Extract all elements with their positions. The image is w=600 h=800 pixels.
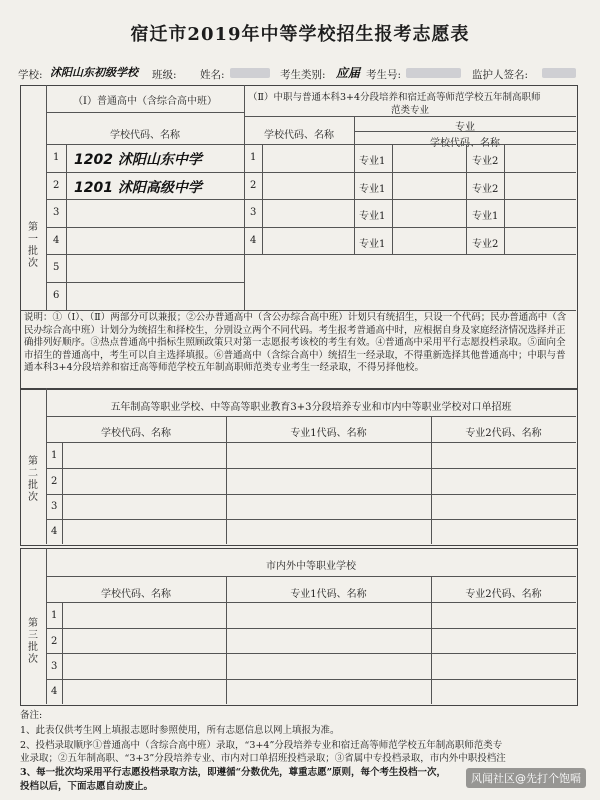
batch3-label: 第三批次 bbox=[28, 618, 38, 665]
batch2-row-no: 4 bbox=[51, 526, 58, 537]
batch2-col-major1: 专业1代码、名称 bbox=[290, 428, 367, 439]
school-value: 沭阳山东初级学校 bbox=[50, 66, 138, 79]
batch3-title: 市内外中等职业学校 bbox=[266, 561, 356, 572]
batch3-row-no: 3 bbox=[51, 661, 58, 672]
exam-number-redacted bbox=[406, 67, 461, 79]
name-value-redacted bbox=[230, 67, 270, 79]
batch3-row-no: 2 bbox=[51, 636, 58, 647]
footnote-1: 1、此表仅供考生网上填报志愿时参照使用，所有志愿信息以网上填报为准。 bbox=[20, 725, 340, 736]
s1-row-no: 3 bbox=[53, 207, 60, 218]
batch3-row-no: 4 bbox=[51, 686, 58, 697]
footnote-2b: 业录取；②五年制高职、“3+3”分段培养专业、市内对口单招班投档录取；③省属中专投档录取，市内外中职投档注 bbox=[20, 753, 506, 764]
s1-row-value: 1201 沭阳高级中学 bbox=[74, 180, 202, 196]
s2-major2: 专业2 bbox=[472, 184, 499, 195]
batch2-col-major2: 专业2代码、名称 bbox=[465, 428, 542, 439]
batch2-title: 五年制高等职业学校、中等高等职业教育3+3分段培养专业和市内中等职业学校对口单招班 bbox=[110, 402, 512, 413]
s2-major2: 专业2 bbox=[472, 156, 499, 167]
footnotes-heading: 备注: bbox=[20, 710, 43, 721]
footnote-3b: 投档以后，下面志愿自动废止。 bbox=[20, 781, 154, 792]
batch2-row-no: 2 bbox=[51, 476, 58, 487]
category-value: 应届 bbox=[336, 66, 361, 80]
batch2-row-no: 3 bbox=[51, 501, 58, 512]
s2-major2: 专业2 bbox=[472, 239, 499, 250]
s1-row-no: 2 bbox=[53, 180, 60, 191]
section1-title: （Ⅰ）普通高中（含综合高中班） bbox=[73, 96, 217, 107]
class-label: 班级: bbox=[152, 69, 177, 81]
batch3-col-major1: 专业1代码、名称 bbox=[290, 589, 367, 600]
s1-row-no: 4 bbox=[53, 235, 60, 246]
student-info-line bbox=[18, 67, 588, 83]
guardian-signature-redacted bbox=[542, 67, 576, 79]
s2-major2: 专业1 bbox=[472, 211, 499, 222]
section2-title-line1: （Ⅱ）中职与普通本科3+4分段培养和宿迁高等师范学校五年制高职师 bbox=[248, 92, 541, 103]
section1-school-code-header: 学校代码、名称 bbox=[110, 130, 180, 141]
section2-school-code-header: 学校代码、名称 bbox=[264, 130, 334, 141]
batch3-row-no: 1 bbox=[51, 610, 58, 621]
s1-row-no: 1 bbox=[53, 152, 60, 163]
s1-row-value: 1202 沭阳山东中学 bbox=[74, 152, 202, 168]
name-label: 姓名: bbox=[200, 69, 225, 81]
batch3-col-school: 学校代码、名称 bbox=[101, 589, 171, 600]
section2-major-header: 专业 bbox=[455, 122, 475, 133]
s2-major1: 专业1 bbox=[359, 156, 386, 167]
s2-row-no: 3 bbox=[250, 207, 257, 218]
s2-major1: 专业1 bbox=[359, 211, 386, 222]
s1-row-no: 5 bbox=[53, 262, 60, 273]
section2-title-line2: 范类专业 bbox=[390, 105, 429, 116]
section2-school-code-subheader: 学校代码、名称 bbox=[430, 138, 500, 149]
s1-row-no: 6 bbox=[53, 290, 60, 301]
batch1-label: 第一批次 bbox=[28, 222, 38, 269]
form-title: 宿迁市2019年中等学校招生报考志愿表 bbox=[130, 24, 470, 45]
guardian-signature-label: 监护人签名: bbox=[472, 69, 529, 81]
exam-number-label: 考生号: bbox=[366, 69, 402, 81]
s2-row-no: 2 bbox=[250, 180, 257, 191]
batch1-note: 说明：①（Ⅰ）、（Ⅱ）两部分可以兼报；②公办普通高中（含公办综合高中班）计划只有统招生，只设一个代码；民办普通高中（含民办综合高中班）计划分为统招生和择校生，分别设立两个不同代码。考生报考普通高中时，应根据自身及家庭经济情况选择并正确排列好顺序。③热点普通高中指标生照顾政策只对第一志愿报考该校的考生有效。④普通高中采用平行志愿投档录取。⑤面向全市招生的普通高中，考生可以自主选择填报。⑥普通高中（含综合高中）统招生一经录取，不得重新选择其他普通高中；中职与普通本科3+4分段培养和宿迁高等师范学校五年制高职师范类专业考生一经录取，不得另择他校。 bbox=[24, 312, 567, 373]
s2-major1: 专业1 bbox=[359, 184, 386, 195]
batch3-col-major2: 专业2代码、名称 bbox=[465, 589, 542, 600]
batch2-label: 第二批次 bbox=[28, 456, 38, 503]
source-watermark: 风闻社区@先打个饱嗝 bbox=[466, 768, 586, 788]
s2-major1: 专业1 bbox=[359, 239, 386, 250]
s2-row-no: 4 bbox=[250, 235, 257, 246]
school-label: 学校: bbox=[18, 69, 43, 81]
footnote-2a: 2、投档录取顺序①普通高中（含综合高中班）录取，“3+4”分段培养专业和宿迁高等师范学校五年制高职师范类专 bbox=[20, 740, 503, 751]
batch2-row-no: 1 bbox=[51, 450, 58, 461]
s2-row-no: 1 bbox=[250, 152, 257, 163]
category-label: 考生类别: bbox=[280, 69, 326, 81]
footnote-3a: 3、每一批次均采用平行志愿投档录取方法，即遵循“分数优先，尊重志愿”原则，每个考生投档一次， bbox=[20, 767, 447, 778]
batch2-col-school: 学校代码、名称 bbox=[101, 428, 171, 439]
